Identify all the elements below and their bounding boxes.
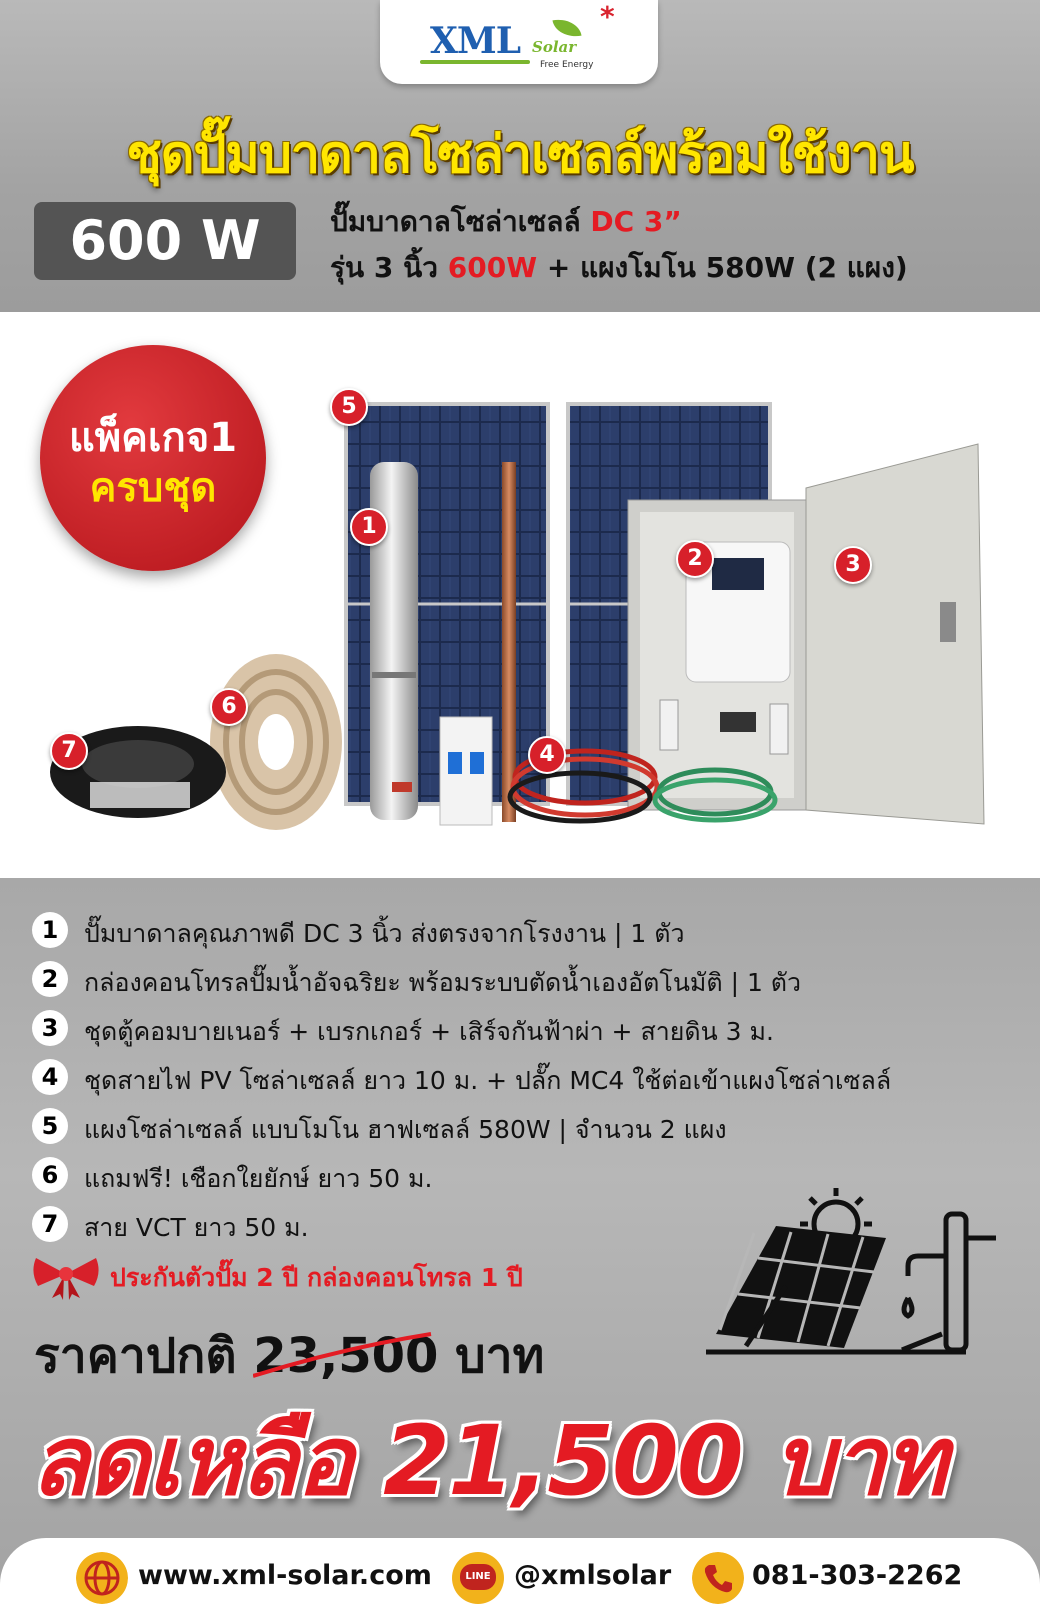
item-number: 4 xyxy=(32,1059,68,1095)
combiner-cabinet xyxy=(628,444,984,824)
line-id-link[interactable]: @xmlsolar xyxy=(514,1560,672,1591)
callout-6: 6 xyxy=(210,688,248,726)
star-icon: * xyxy=(600,0,615,33)
item-number: 6 xyxy=(32,1157,68,1193)
item-text: แผงโซล่าเซลล์ แบบโมโน ฮาฟเซลล์ 580W | จำนวน 2 แผง xyxy=(84,1115,727,1144)
power-badge: 600 W xyxy=(34,202,296,280)
item-text: ชุดสายไฟ PV โซล่าเซลล์ ยาว 10 ม. + ปลั๊ก MC4 ใช้ต่อเข้าแผงโซล่าเซลล์ xyxy=(84,1066,892,1095)
item-text: ชุดตู้คอมบายเนอร์ + เบรกเกอร์ + เสิร์จกันฟ้าผ่า + สายดิน 3 ม. xyxy=(84,1017,774,1046)
normal-price-label: ราคาปกติ xyxy=(34,1328,237,1384)
callout-1: 1 xyxy=(350,508,388,546)
globe-icon xyxy=(76,1552,128,1604)
logo-tagline: Free Energy xyxy=(540,60,594,70)
callout-3: 3 xyxy=(834,546,872,584)
subtitle-line-1 xyxy=(330,200,682,244)
item-text: สาย VCT ยาว 50 ม. xyxy=(84,1213,309,1242)
callout-7: 7 xyxy=(50,732,88,770)
product-photo xyxy=(0,312,1040,878)
breaker xyxy=(440,717,492,825)
logo-suffix: Solar xyxy=(532,38,577,56)
website-link[interactable]: www.xml-solar.com xyxy=(138,1560,432,1591)
subtitle-text: + แผงโมโน 580W (2 แผง) xyxy=(546,251,908,284)
package-badge xyxy=(40,345,266,571)
item-number: 3 xyxy=(32,1010,68,1046)
normal-price-value-wrap xyxy=(253,1328,438,1384)
logo-text: XML xyxy=(430,20,521,62)
badge-line-1: แพ็คเกจ1 xyxy=(68,415,238,461)
callout-4: 4 xyxy=(528,736,566,774)
leaf-icon xyxy=(552,16,581,40)
callout-5: 5 xyxy=(330,388,368,426)
subtitle-highlight: DC 3” xyxy=(590,205,682,238)
solar-pump-icon xyxy=(706,1186,1012,1378)
subtitle-text: รุ่น 3 นิ้ว xyxy=(330,251,439,284)
line-icon-label: LINE xyxy=(460,1564,496,1590)
normal-price-value: 23,500 xyxy=(253,1328,439,1384)
header-banner xyxy=(0,0,1040,312)
subtitle-highlight: 600W xyxy=(447,251,538,284)
line-icon xyxy=(452,1552,504,1604)
page-title: ชุดปั๊มบาดาลโซล่าเซลล์พร้อมใช้งาน xyxy=(126,125,914,185)
item-number: 5 xyxy=(32,1108,68,1144)
rope-coil xyxy=(210,654,342,830)
item-text: กล่องคอนโทรลปั๊มน้ำอัจฉริยะ พร้อมระบบตัดน้ำเองอัตโนมัติ | 1 ตัว xyxy=(84,968,802,997)
callout-2: 2 xyxy=(676,540,714,578)
item-number: 2 xyxy=(32,961,68,997)
phone-link[interactable]: 081-303-2262 xyxy=(752,1560,963,1591)
subtitle-line-2 xyxy=(330,246,908,290)
strikethrough-line xyxy=(253,1328,433,1388)
brand-logo[interactable] xyxy=(380,0,658,84)
item-number: 1 xyxy=(32,912,68,948)
ground-rod xyxy=(502,462,516,822)
phone-icon xyxy=(692,1552,744,1604)
contact-footer xyxy=(0,1538,1040,1619)
item-text: ปั๊มบาดาลคุณภาพดี DC 3 นิ้ว ส่งตรงจากโรงงาน | 1 ตัว xyxy=(84,919,685,948)
warranty-text: ประกันตัวปั๊ม 2 ปี กล่องคอนโทรล 1 ปี xyxy=(110,1263,523,1292)
item-number: 7 xyxy=(32,1206,68,1242)
item-text: แถมฟรี! เชือกใยยักษ์ ยาว 50 ม. xyxy=(84,1164,433,1193)
sale-price: ลดเหลือ 21,500 บาท xyxy=(30,1405,946,1517)
normal-price xyxy=(34,1318,544,1394)
normal-price-currency: บาท xyxy=(455,1328,545,1384)
badge-line-2: ครบชุด xyxy=(89,465,217,511)
gift-bow-icon xyxy=(30,1252,102,1300)
subtitle-text: ปั๊มบาดาลโซล่าเซลล์ xyxy=(330,205,581,238)
